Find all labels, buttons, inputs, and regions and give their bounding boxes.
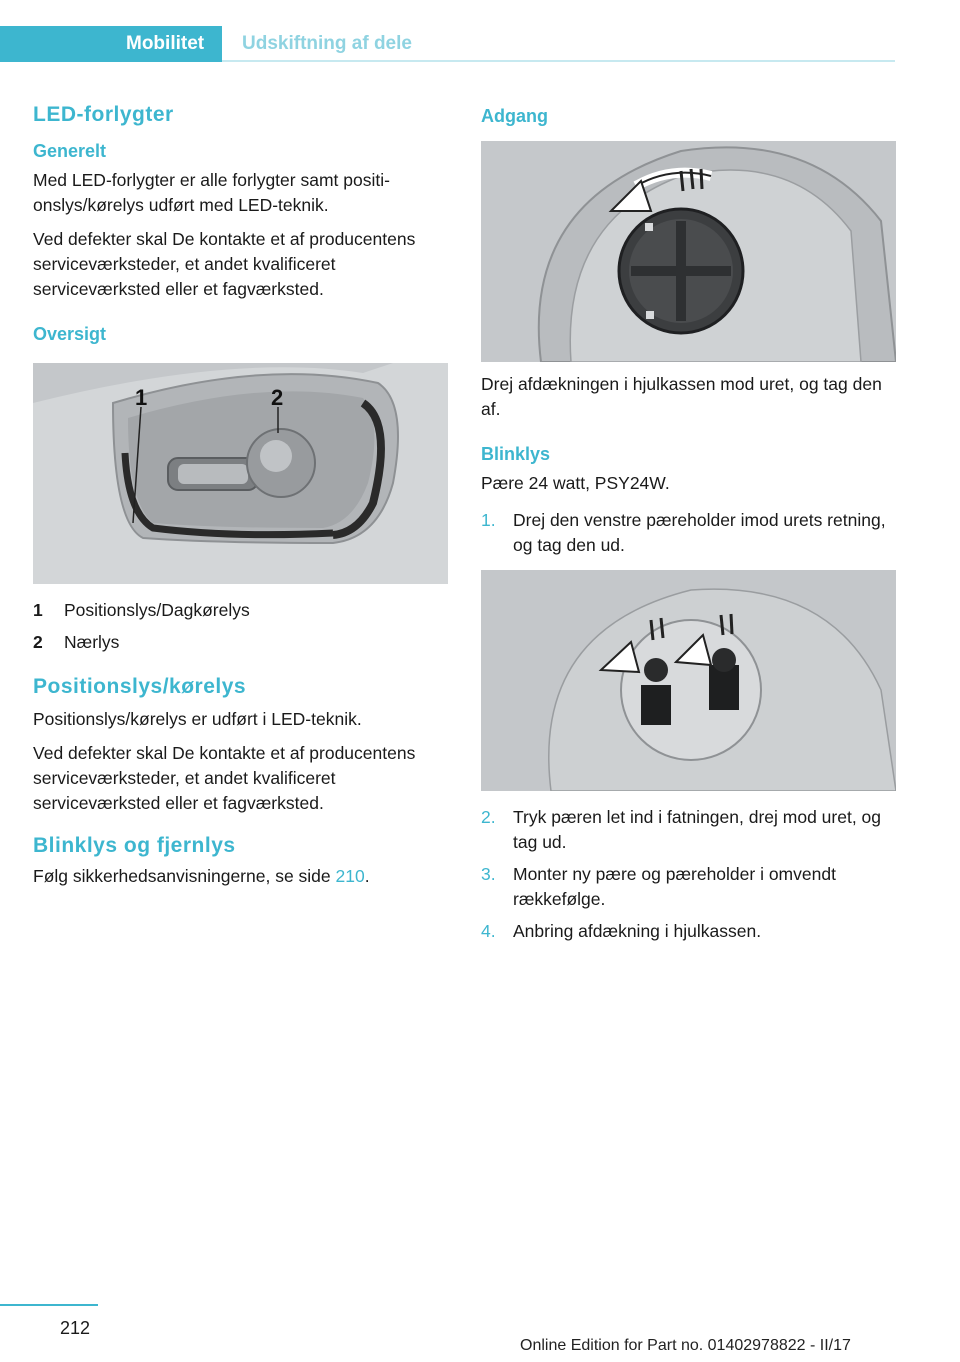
bulb-holder-figure — [481, 570, 896, 791]
step-number: 1. — [481, 510, 496, 530]
step-item — [481, 919, 897, 944]
footer-divider — [0, 1304, 98, 1306]
bulb-holder-illustration — [481, 570, 896, 791]
figure-label-2: 2 — [271, 385, 284, 410]
legend-text: Nærlys — [64, 632, 120, 652]
blink-suffix: . — [364, 866, 370, 886]
section-title-blinklys: Blinklys og fjernlys — [33, 834, 236, 857]
paragraph-blink — [33, 864, 449, 889]
step-item — [481, 508, 897, 558]
blink-text: Følg sikkerhedsanvisningerne, se side — [33, 866, 336, 886]
section-title-positionslys: Positionslys/kørelys — [33, 675, 247, 698]
tab-udskiftning[interactable]: Udskiftning af dele — [242, 33, 412, 54]
heading-generelt: Generelt — [33, 141, 107, 161]
paragraph-general-2: Ved defekter skal De kontakte et af producentens serviceværksteder, et andet kvalificeret serviceværksted eller et fagværksted. — [33, 229, 416, 299]
right-column — [481, 100, 897, 951]
legend-number: 2 — [33, 632, 43, 652]
legend-text: Positionslys/Dagkørelys — [64, 600, 250, 620]
legend-item — [33, 630, 449, 655]
paragraph-pos-1: Positionslys/kørelys er udført i LED-teknik. — [33, 709, 362, 729]
header-divider — [222, 60, 895, 62]
legend-list — [33, 598, 449, 655]
steps-list-continued — [481, 805, 897, 944]
figure-label-1: 1 — [135, 385, 148, 410]
step-text: Tryk pæren let ind i fatningen, drej mod uret, og tag ud. — [513, 807, 882, 852]
headlight-figure — [33, 363, 448, 584]
legend-number: 1 — [33, 600, 43, 620]
paragraph-bulb-spec: Pære 24 watt, PSY24W. — [481, 473, 670, 493]
legend-item — [33, 598, 449, 623]
wheelarch-cover-figure — [481, 141, 896, 362]
step-item — [481, 862, 897, 912]
paragraph-access: Drej afdækningen i hjulkassen mod uret, og tag den af. — [481, 374, 882, 419]
page-number: 212 — [60, 1318, 91, 1338]
section-title-led: LED-forlygter — [33, 103, 174, 126]
edition-footer: Online Edition for Part no. 01402978822 - II/17 — [520, 1337, 851, 1354]
step-text: Anbring afdækning i hjulkassen. — [513, 921, 762, 941]
steps-list — [481, 508, 897, 558]
step-text: Drej den venstre pæreholder imod urets retning, og tag den ud. — [513, 510, 886, 555]
tab-mobilitet[interactable]: Mobilitet — [0, 26, 222, 62]
step-number: 4. — [481, 921, 496, 941]
step-number: 2. — [481, 807, 496, 827]
wheelarch-cover-illustration — [481, 141, 896, 362]
step-text: Monter ny pære og pæreholder i omvendt rækkefølge. — [513, 864, 836, 909]
paragraph-pos-2: Ved defekter skal De kontakte et af producentens serviceværksteder, et andet kvalificeret serviceværksted eller et fagværksted. — [33, 743, 416, 813]
step-number: 3. — [481, 864, 496, 884]
page-header — [0, 26, 895, 62]
heading-blinklys: Blinklys — [481, 444, 551, 464]
left-column — [33, 100, 449, 898]
step-item — [481, 805, 897, 855]
headlight-illustration — [33, 363, 448, 584]
heading-oversigt: Oversigt — [33, 324, 107, 344]
heading-adgang: Adgang — [481, 106, 548, 126]
paragraph-general-1: Med LED-forlygter er alle forlygter samt positionslys/kørelys udført med LED-teknik. — [33, 170, 390, 215]
page-reference-link[interactable]: 210 — [335, 866, 365, 886]
